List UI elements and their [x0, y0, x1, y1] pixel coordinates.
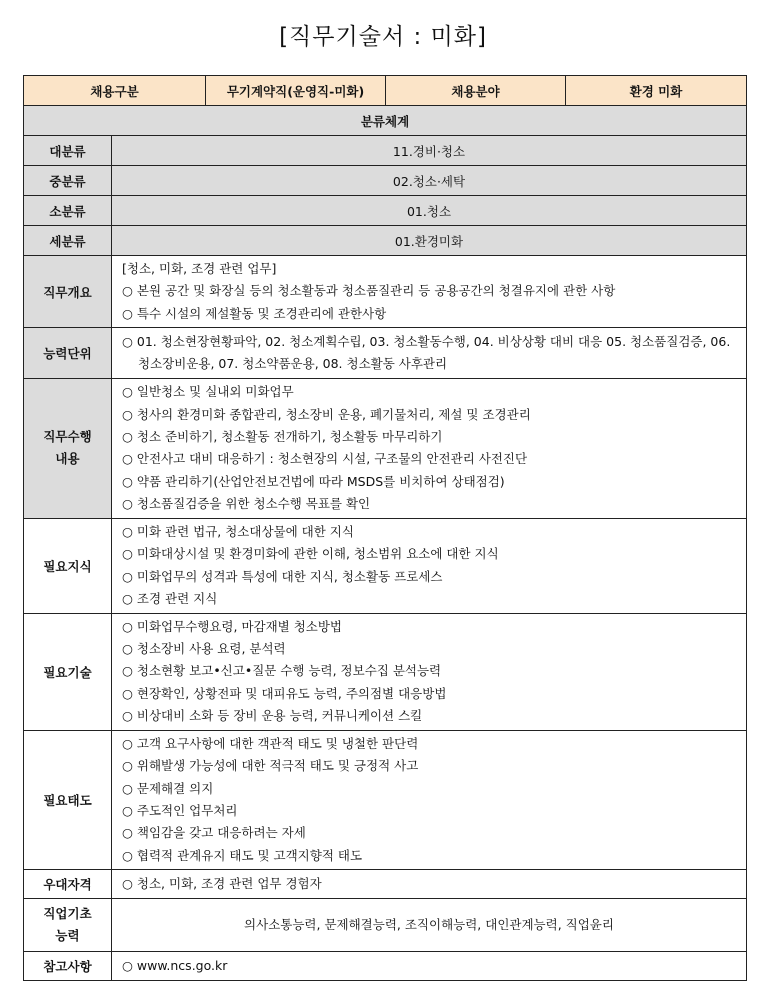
classification-label: 대분류: [24, 136, 112, 166]
classification-row: [24, 136, 747, 166]
attitude-row: [24, 730, 747, 869]
duty-item: ○ 약품 관리하기(산업안전보건법에 따라 MSDS를 비치하여 상태점검): [122, 471, 736, 493]
skill-item: ○ 미화업무수행요령, 마감재별 청소방법: [122, 616, 736, 638]
classification-row: [24, 196, 747, 226]
preferred-label: 우대자격: [24, 870, 112, 899]
overview-label: 직무개요: [24, 256, 112, 328]
units-content: [112, 328, 747, 379]
basic-ability-text: 의사소통능력, 문제해결능력, 조직이해능력, 대인관계능력, 직업윤리: [112, 899, 747, 952]
reference-content: [112, 952, 747, 981]
attitude-content: [112, 730, 747, 869]
duties-content: [112, 379, 747, 518]
attitude-item: ○ 위해발생 가능성에 대한 적극적 태도 및 긍정적 사고: [122, 755, 736, 777]
classification-value: 01.환경미화: [112, 226, 747, 256]
duty-item: ○ 청소품질검증을 위한 청소수행 목표를 확인: [122, 493, 736, 515]
classification-row: [24, 166, 747, 196]
classification-section-label: 분류체계: [24, 106, 747, 136]
attitude-item: ○ 문제해결 의지: [122, 778, 736, 800]
knowledge-item: ○ 미화 관련 법규, 청소대상물에 대한 지식: [122, 521, 736, 543]
skills-content: [112, 613, 747, 730]
field-label: 채용분야: [386, 76, 566, 106]
basic-ability-label-line: 직업기초: [43, 906, 92, 922]
duty-item: ○ 일반청소 및 실내외 미화업무: [122, 381, 736, 403]
duties-row: [24, 379, 747, 518]
duties-label-line: 내용: [55, 451, 80, 467]
overview-item: ○ 본원 공간 및 화장실 등의 청소활동과 청소품질관리 등 공용공간의 청결유지에 관한 사항: [122, 280, 736, 302]
skill-item: ○ 청소장비 사용 요령, 분석력: [122, 638, 736, 660]
recruit-type-label: 채용구분: [24, 76, 206, 106]
skills-label: 필요기술: [24, 613, 112, 730]
classification-value: 02.청소·세탁: [112, 166, 747, 196]
attitude-item: ○ 고객 요구사항에 대한 객관적 태도 및 냉철한 판단력: [122, 733, 736, 755]
classification-label: 중분류: [24, 166, 112, 196]
preferred-content: [112, 870, 747, 899]
basic-ability-row: [24, 899, 747, 952]
overview-row: [24, 256, 747, 328]
duty-item: ○ 청소 준비하기, 청소활동 전개하기, 청소활동 마무리하기: [122, 426, 736, 448]
recruit-type-value: 무기계약직(운영직-미화): [206, 76, 386, 106]
header-row: [24, 76, 747, 106]
knowledge-content: [112, 518, 747, 613]
units-text: ○ 01. 청소현장현황파악, 02. 청소계획수립, 03. 청소활동수행, 04. 비상상황 대비 대응 05. 청소품질검증, 06. 청소장비운용, 07. 청소약품운용, 08. 청소활동 사후관리: [122, 331, 736, 376]
duty-item: ○ 청사의 환경미화 종합관리, 청소장비 운용, 폐기물처리, 제설 및 조경관리: [122, 404, 736, 426]
preferred-row: [24, 870, 747, 899]
field-value: 환경 미화: [566, 76, 747, 106]
knowledge-row: [24, 518, 747, 613]
classification-row: [24, 226, 747, 256]
attitude-item: ○ 책임감을 갖고 대응하려는 자세: [122, 822, 736, 844]
attitude-item: ○ 주도적인 업무처리: [122, 800, 736, 822]
attitude-label: 필요태도: [24, 730, 112, 869]
page-title: [직무기술서 : 미화]: [279, 24, 487, 50]
skills-row: [24, 613, 747, 730]
skill-item: ○ 현장확인, 상황전파 및 대피유도 능력, 주의점별 대응방법: [122, 683, 736, 705]
reference-label: 참고사항: [24, 952, 112, 981]
classification-label: 소분류: [24, 196, 112, 226]
overview-item: ○ 특수 시설의 제설활동 및 조경관리에 관한사항: [122, 303, 736, 325]
knowledge-item: ○ 미화업무의 성격과 특성에 대한 지식, 청소활동 프로세스: [122, 566, 736, 588]
basic-ability-label-line: 능력: [55, 928, 80, 944]
knowledge-item: ○ 조경 관련 지식: [122, 588, 736, 610]
classification-section-row: [24, 106, 747, 136]
duty-item: ○ 안전사고 대비 대응하기 : 청소현장의 시설, 구조물의 안전관리 사전진단: [122, 448, 736, 470]
knowledge-label: 필요지식: [24, 518, 112, 613]
reference-row: [24, 952, 747, 981]
classification-value: 01.청소: [112, 196, 747, 226]
reference-link[interactable]: ○ www.ncs.go.kr: [122, 955, 736, 977]
knowledge-item: ○ 미화대상시설 및 환경미화에 관한 이해, 청소범위 요소에 대한 지식: [122, 543, 736, 565]
classification-value: 11.경비·청소: [112, 136, 747, 166]
basic-ability-label: [24, 899, 112, 952]
attitude-item: ○ 협력적 관계유지 태도 및 고객지향적 태도: [122, 845, 736, 867]
units-row: [24, 328, 747, 379]
skill-item: ○ 비상대비 소화 등 장비 운용 능력, 커뮤니케이션 스킬: [122, 705, 736, 727]
overview-heading: [청소, 미화, 조경 관련 업무]: [122, 261, 277, 276]
preferred-text: ○ 청소, 미화, 조경 관련 업무 경험자: [122, 873, 736, 895]
duties-label: [24, 379, 112, 518]
overview-content: [112, 256, 747, 328]
classification-label: 세분류: [24, 226, 112, 256]
skill-item: ○ 청소현황 보고•신고•질문 수행 능력, 정보수집 분석능력: [122, 660, 736, 682]
duties-label-line: 직무수행: [43, 429, 92, 445]
units-label: 능력단위: [24, 328, 112, 379]
job-description-table: [23, 75, 747, 981]
